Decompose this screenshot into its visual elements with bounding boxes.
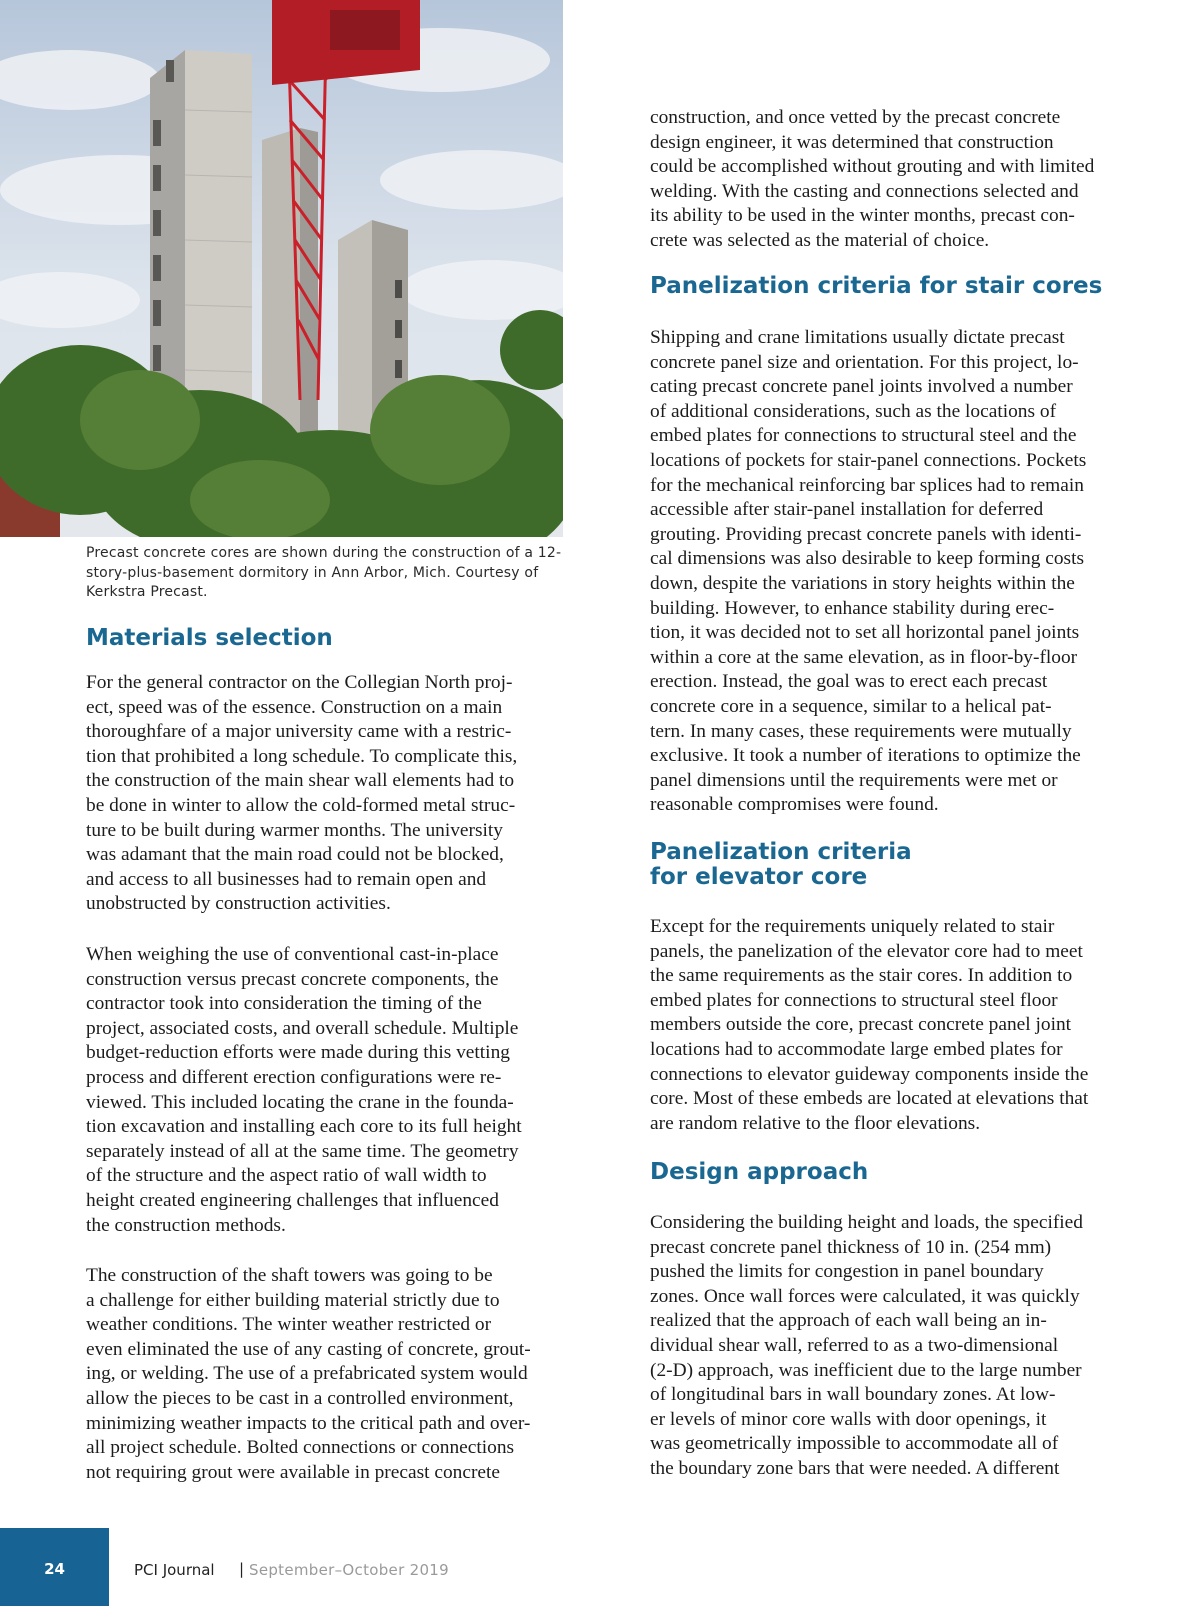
paragraph: Shipping and crane limitations usually dictate precast concrete panel size and orientation. For this project, lo- cating precast concrete panel joints involved a number of additional considerations, such as the locations of embed plates for connections to structural steel and the locations of pockets for stair-panel connections. Pockets for the mechanical reinforcing bar splices had to remain accessible after stair-panel installation for deferred grouting. Providing precast concrete panels with identi- cal dimensions was also desirable to keep forming costs down, despite the variations in story heights within the building. However, to enhance stability during erec- tion, it was decided not to set all horizontal panel joints within a core at the same elevation, as in floor-by-floor erection. Instead, the goal was to erect each precast concrete core in a sequence, similar to a helical pat- tern. In many cases, these requirements were mutually exclusive. It took a number of iterations to optimize the panel dimensions until the requirements were met or reasonable compromises were found. <box>650 327 1087 816</box>
issue-date: September–October 2019 <box>249 1561 449 1579</box>
paragraph: For the general contractor on the Collegian North proj- ect, speed was of the essence. Construction on a main thoroughfare of a major university came with a restric- tion that prohibited a long schedule. To complicate this, the construction of the main shear wall elements had to be done in winter to allow the cold-formed metal struc- ture to be built during warmer months. The university was adamant that the main road could not be blocked, and access to all businesses had to remain open and unobstructed by construction activities. <box>86 672 518 915</box>
section-heading-design-approach: Design approach <box>650 1159 869 1185</box>
paragraph: Considering the building height and loads, the specified precast concrete panel thickness of 10 in. (254 mm) pushed the limits for congestion in panel boundary zones. Once wall forces were calculated, it was quickly realized that the approach of each wall being an in- dividual shear wall, referred to as a two-dimensional (2-D) approach, was inefficient due to the large number of longitudinal bars in wall boundary zones. At low- er levels of minor core walls with door openings, it was geometrically impossible to accommodate all of the boundary zone bars that were needed. A different <box>650 1212 1083 1479</box>
section-heading-materials: Materials selection <box>86 625 333 651</box>
paragraph: Except for the requirements uniquely related to stair panels, the panelization of the elevator core had to meet the same requirements as the stair cores. In addition to embed plates for connections to structural steel floor members outside the core, precast concrete panel joint locations had to accommodate large embed plates for connections to elevator guideway components inside the core. Most of these embeds are located at elevations that are random relative to the floor elevations. <box>650 916 1089 1134</box>
page-number: 24 <box>44 1560 65 1578</box>
construction-photo <box>0 0 563 537</box>
section-heading-elevator-core: Panelization criteria for elevator core <box>650 839 912 890</box>
left-column <box>86 626 556 651</box>
paragraph: construction, and once vetted by the precast concrete design engineer, it was determined that construction could be accomplished without grouting and with limited welding. With the casting and connections selected and its ability to be used in the winter months, precast con- crete was selected as the material of choice. <box>650 107 1095 251</box>
paragraph: When weighing the use of conventional cast-in-place construction versus precast concrete components, the contractor took into consideration the timing of the project, associated costs, and overall schedule. Multiple budget-reduction efforts were made during this vetting process and different erection configurations were re- viewed. This included locating the crane in the founda- tion excavation and installing each core to its full height separately instead of all at the same time. The geometry of the structure and the aspect ratio of wall width to height created engineering challenges that influenced the construction methods. <box>86 944 522 1236</box>
footer-separator: | <box>239 1560 245 1578</box>
photo-caption: Precast concrete cores are shown during the construction of a 12-story-plus-basement dormitory in Ann Arbor, Mich. Courtesy of Kerkstra Precast. <box>86 545 562 600</box>
journal-name: PCI Journal <box>134 1561 215 1579</box>
section-heading-stair-cores: Panelization criteria for stair cores <box>650 273 1103 299</box>
paragraph: The construction of the shaft towers was going to be a challenge for either building material strictly due to weather conditions. The winter weather restricted or even eliminated the use of any casting of concrete, grout- ing, or welding. The use of a prefabricated system would allow the pieces to be cast in a controlled environment, minimizing weather impacts to the critical path and over- all project schedule. Bolted connections or connections not requiring grout were available in precast concrete <box>86 1265 531 1483</box>
